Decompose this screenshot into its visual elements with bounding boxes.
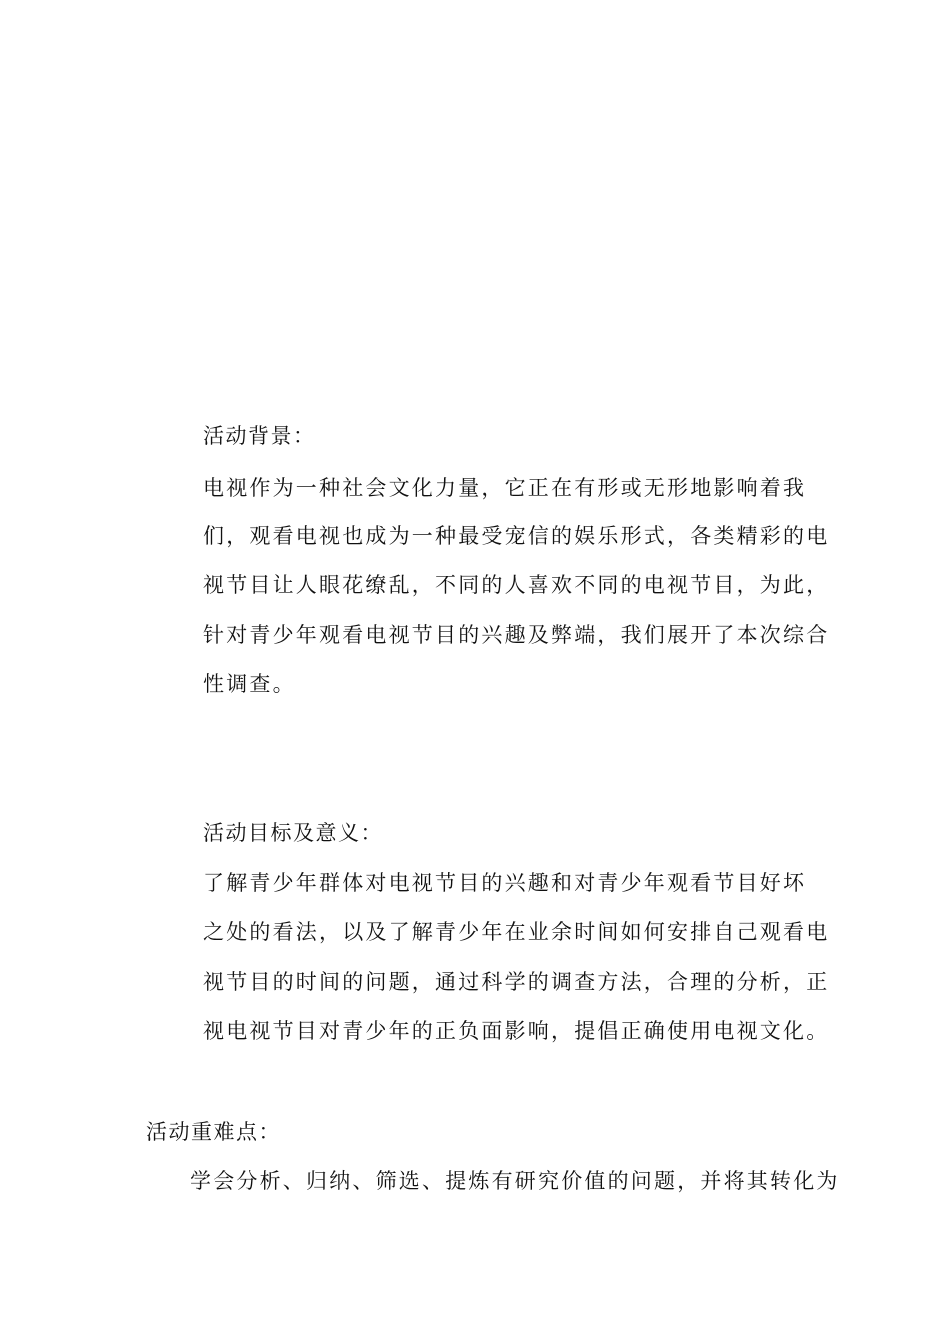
section-heading-goals: 活动目标及意义： bbox=[203, 821, 383, 845]
goals-paragraph-line: 了解青少年群体对电视节目的兴趣和对青少年观看节目好坏 bbox=[203, 871, 807, 895]
goals-paragraph-line: 视节目的时间的问题，通过科学的调查方法，合理的分析，正 bbox=[203, 970, 830, 994]
background-paragraph-line: 视节目让人眼花缭乱，不同的人喜欢不同的电视节目，为此， bbox=[203, 573, 830, 597]
section-heading-background: 活动背景： bbox=[203, 424, 316, 448]
key-points-paragraph-line: 学会分析、归纳、筛选、提炼有研究价值的问题，并将其转化为 bbox=[190, 1169, 840, 1193]
goals-paragraph-line: 视电视节目对青少年的正负面影响，提倡正确使用电视文化。 bbox=[203, 1019, 830, 1043]
background-paragraph-line: 针对青少年观看电视节目的兴趣及弊端，我们展开了本次综合 bbox=[203, 623, 830, 647]
background-paragraph-line: 电视作为一种社会文化力量，它正在有形或无形地影响着我 bbox=[203, 476, 807, 500]
section-heading-key-points: 活动重难点： bbox=[146, 1120, 281, 1144]
goals-paragraph-line: 之处的看法，以及了解青少年在业余时间如何安排自己观看电 bbox=[203, 920, 830, 944]
background-paragraph-line: 性调查。 bbox=[203, 672, 296, 696]
background-paragraph-line: 们，观看电视也成为一种最受宠信的娱乐形式，各类精彩的电 bbox=[203, 524, 830, 548]
